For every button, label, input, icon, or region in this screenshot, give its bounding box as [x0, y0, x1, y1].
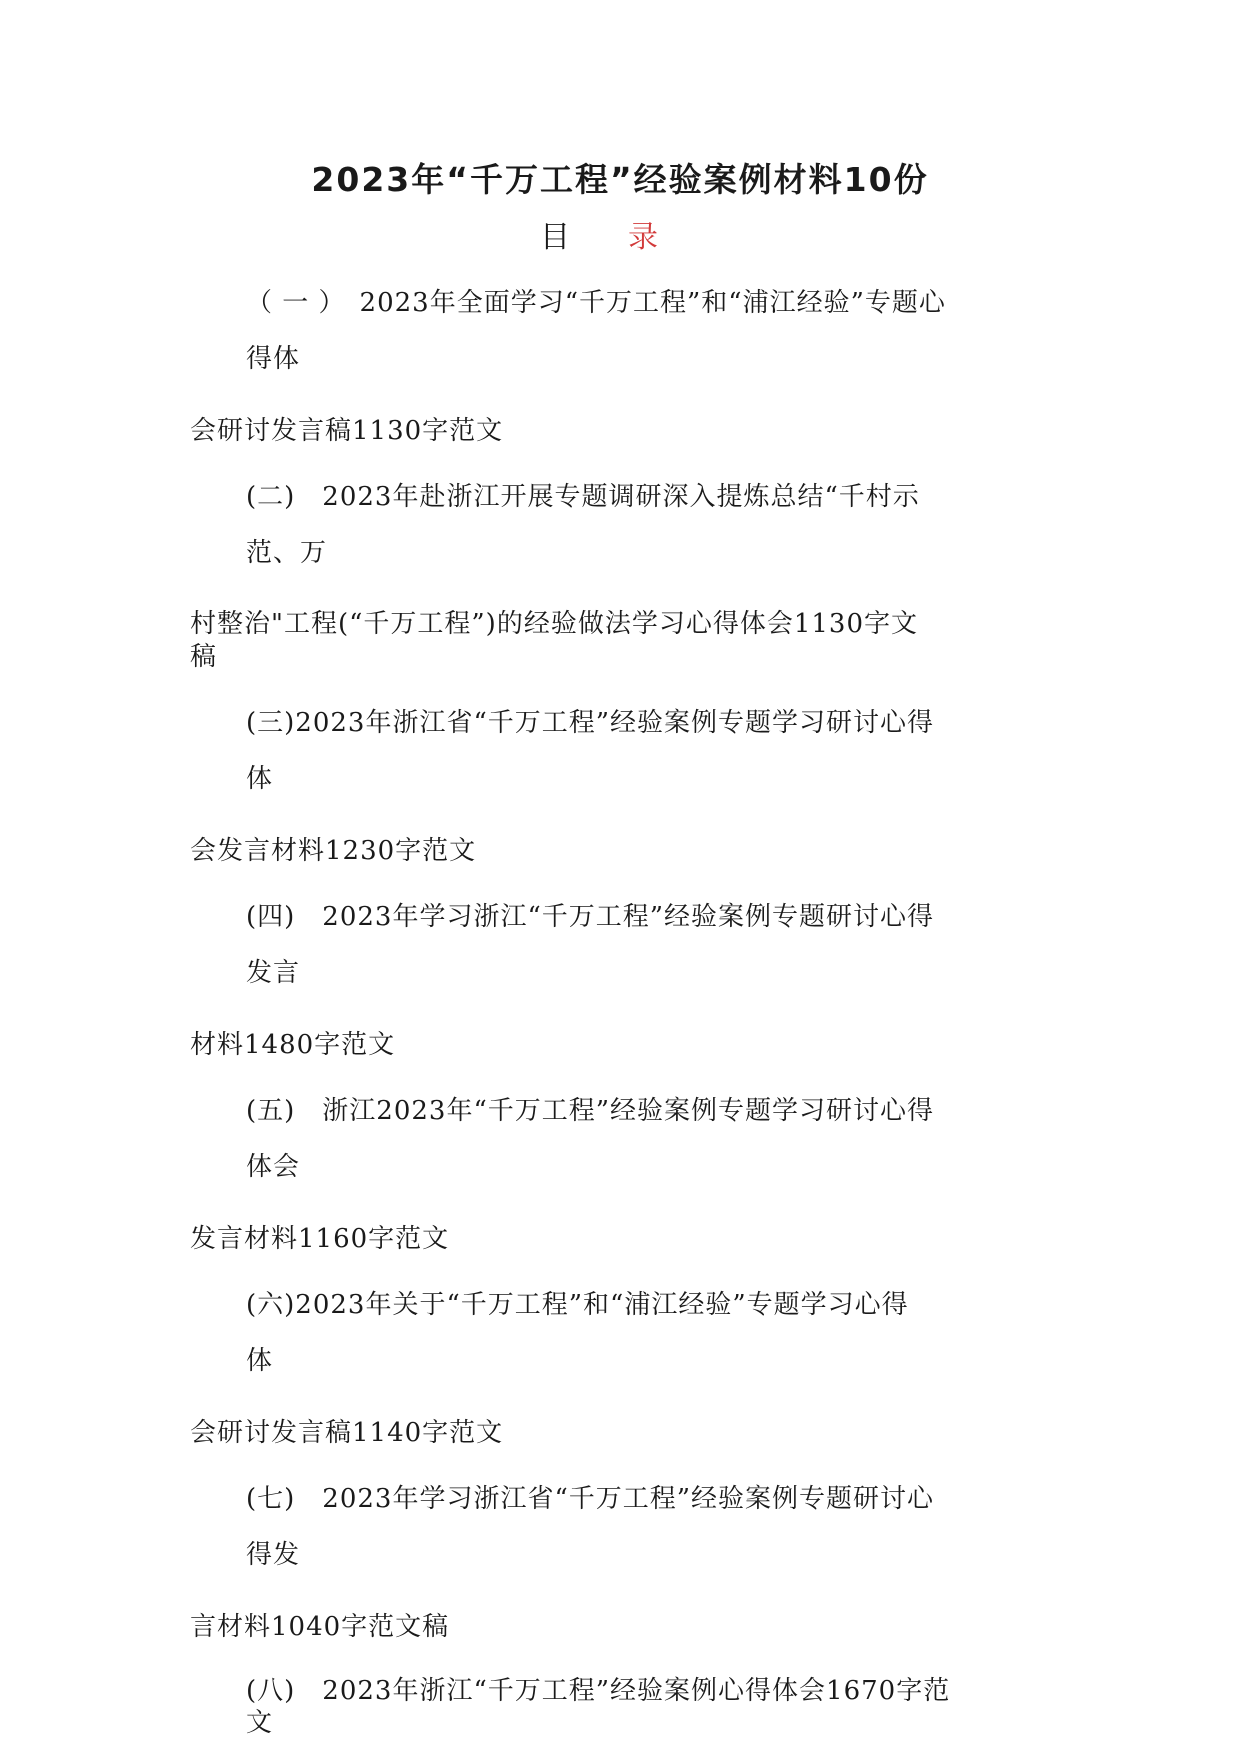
toc-entry-2-cont-2: 稿	[190, 642, 218, 672]
toc-heading	[540, 218, 740, 258]
toc-entry-2-line-2: 范、万	[246, 538, 328, 568]
toc-entry-7-cont-1: 言材料1040字范文稿	[190, 1612, 450, 1642]
toc-entry-8-line-1: (八) 2023年浙江“千万工程”经验案例心得体会1670字范	[246, 1676, 951, 1706]
toc-heading-char-2: 录	[628, 220, 658, 255]
toc-entry-7-line-2: 得发	[246, 1540, 301, 1570]
document-title: 2023年“千万工程”经验案例材料10份	[311, 160, 929, 199]
toc-entry-5-line-2: 体会	[246, 1152, 301, 1182]
toc-entry-6-cont-1: 会研讨发言稿1140字范文	[190, 1418, 504, 1448]
toc-entry-5-line-1: (五) 浙江2023年“千万工程”经验案例专题学习研讨心得	[246, 1096, 935, 1126]
toc-entry-6-line-1: (六)2023年关于“千万工程”和“浦江经验”专题学习心得	[246, 1290, 909, 1320]
toc-entry-1-cont-1: 会研讨发言稿1130字范文	[190, 416, 504, 446]
toc-entry-3-cont-1: 会发言材料1230字范文	[190, 836, 477, 866]
toc-entry-4-line-2: 发言	[246, 958, 301, 988]
toc-entry-3-line-1: (三)2023年浙江省“千万工程”经验案例专题学习研讨心得	[246, 708, 935, 738]
toc-entry-5-cont-1: 发言材料1160字范文	[190, 1224, 450, 1254]
toc-entry-4-line-1: (四) 2023年学习浙江“千万工程”经验案例专题研讨心得	[246, 902, 935, 932]
toc-entry-6-line-2: 体	[246, 1346, 274, 1376]
toc-entry-3-line-2: 体	[246, 764, 274, 794]
toc-entry-2-line-1: (二) 2023年赴浙江开展专题调研深入提炼总结“千村示	[246, 482, 920, 512]
toc-entry-8-line-2: 文	[246, 1708, 274, 1738]
toc-entry-1-line-1: （ 一 ） 2023年全面学习“千万工程”和“浦江经验”专题心	[246, 288, 946, 318]
toc-entry-7-line-1: (七) 2023年学习浙江省“千万工程”经验案例专题研讨心	[246, 1484, 935, 1514]
toc-entry-4-cont-1: 材料1480字范文	[190, 1030, 396, 1060]
toc-entry-2-cont-1: 村整治"工程(“千万工程”)的经验做法学习心得体会1130字文	[190, 609, 918, 639]
toc-entry-1-line-2: 得体	[246, 344, 301, 374]
toc-heading-char-1: 目	[540, 220, 570, 255]
